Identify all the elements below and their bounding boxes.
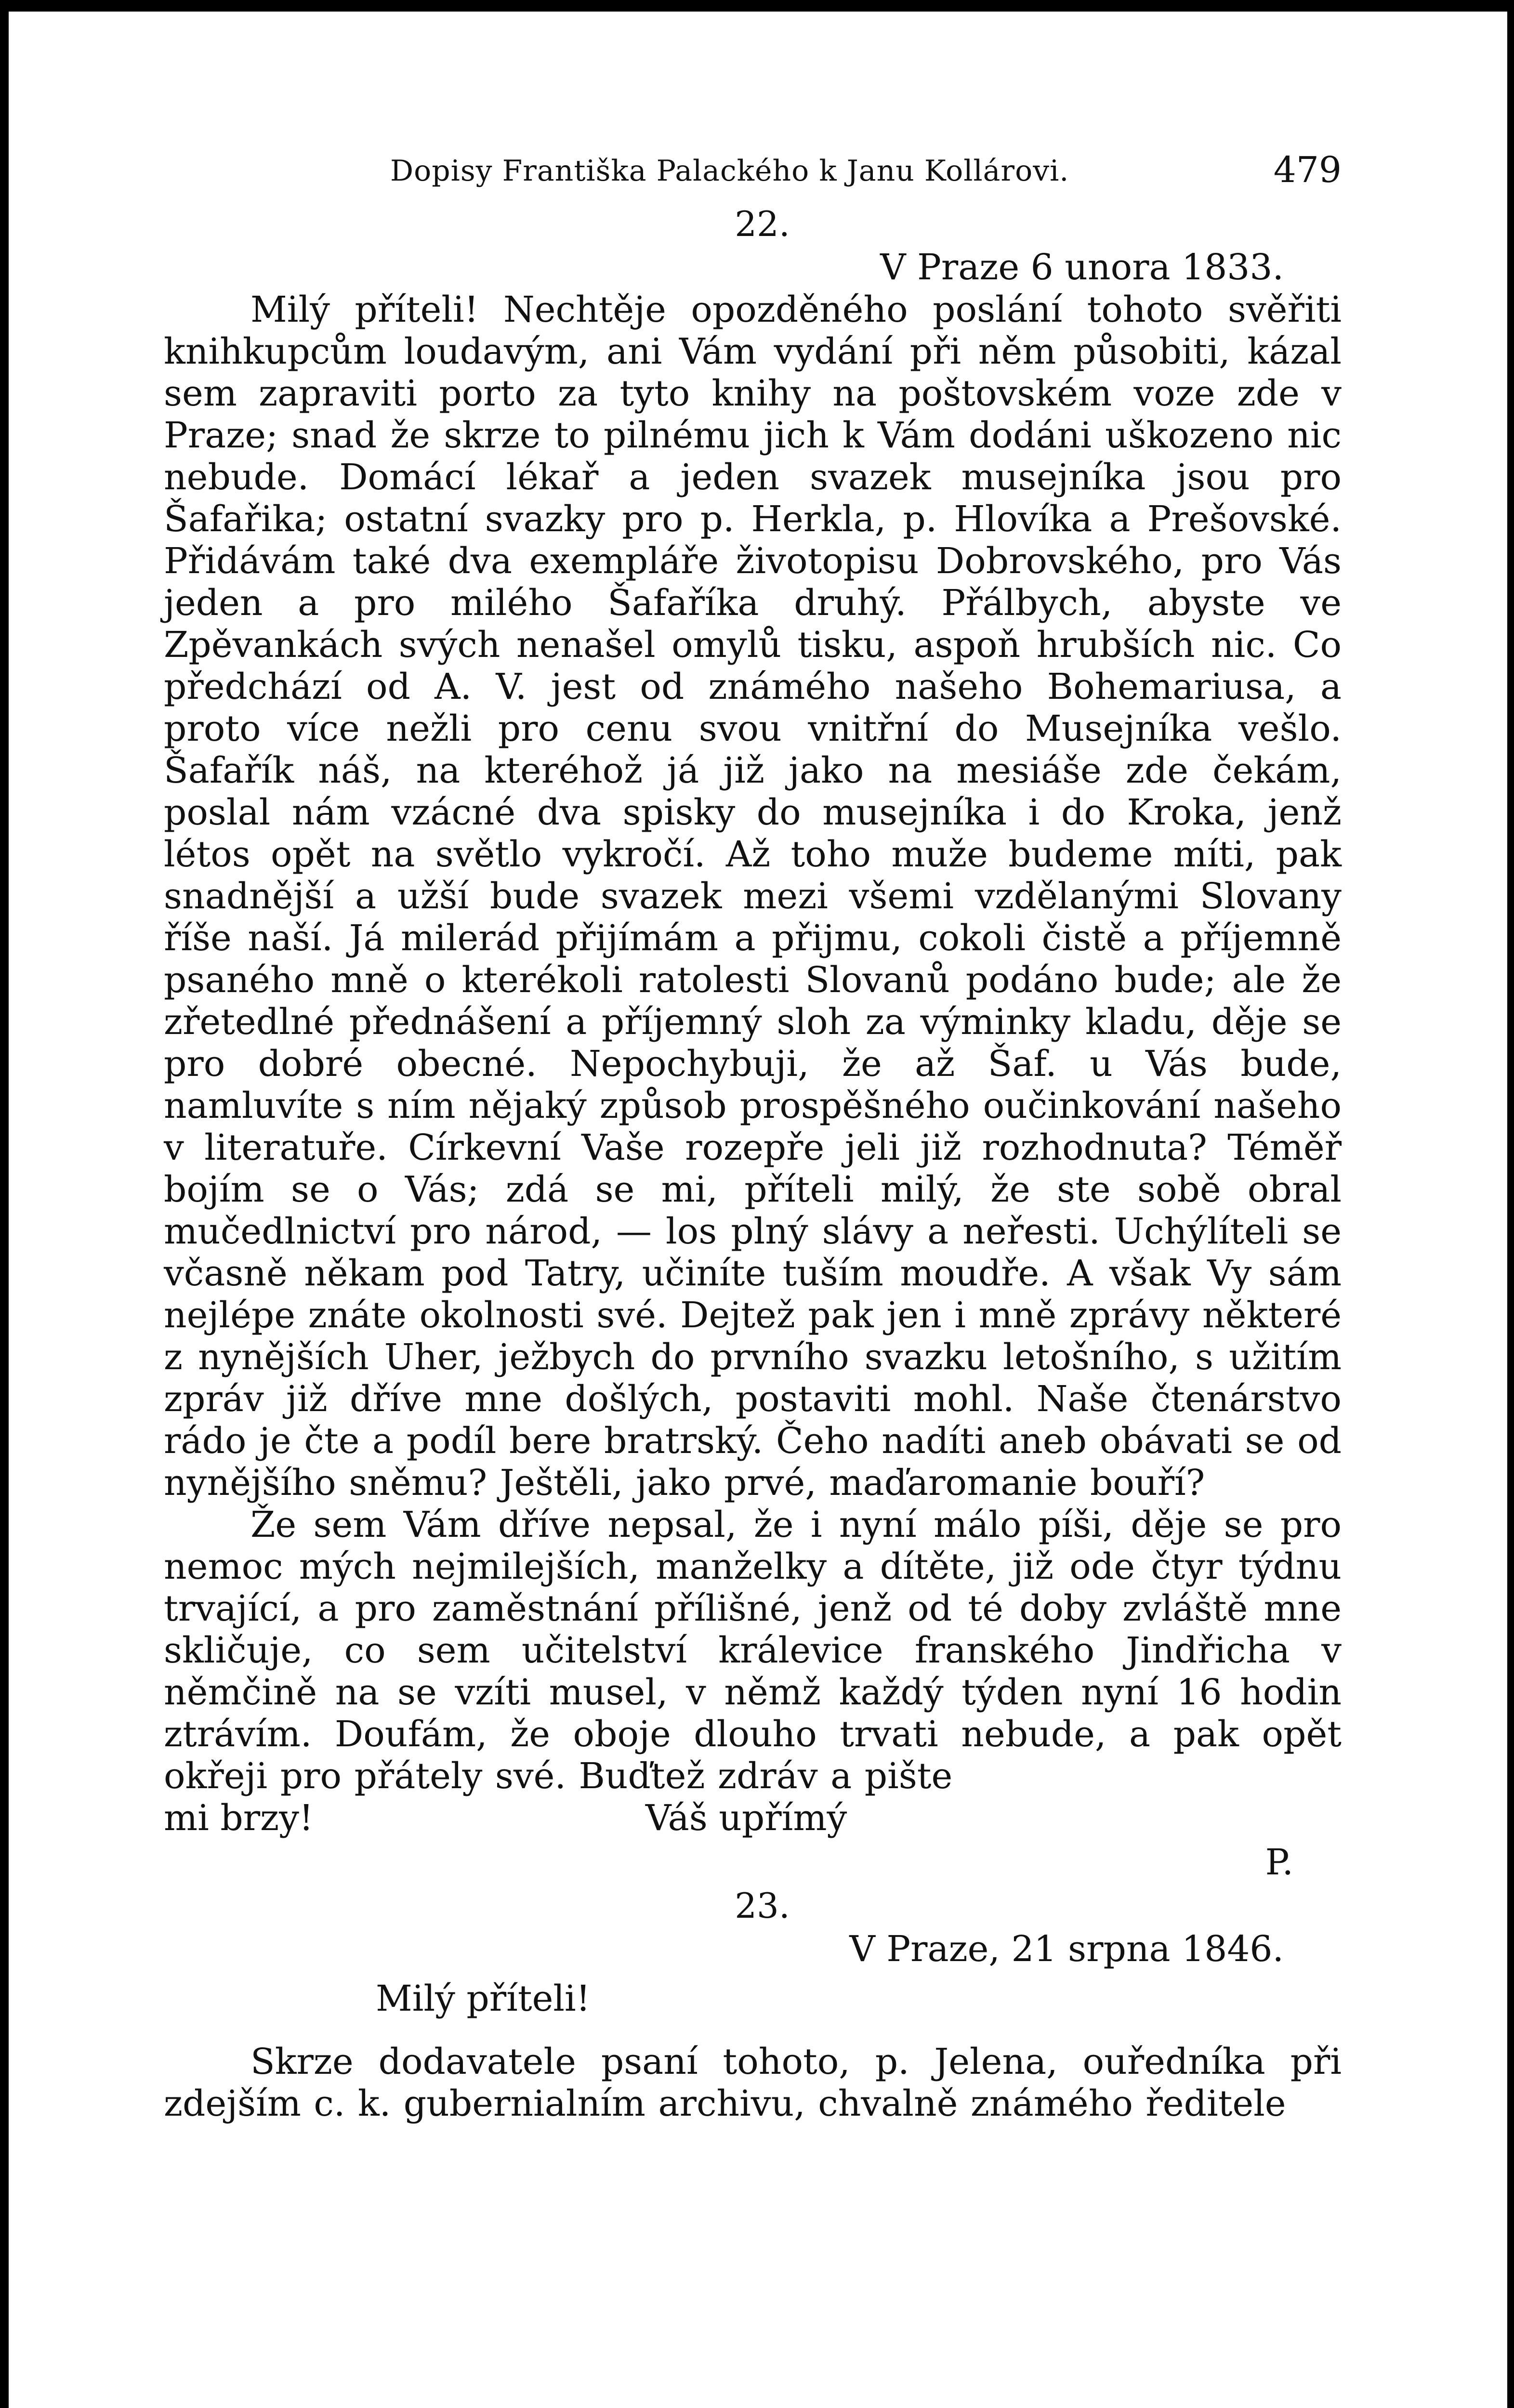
signature: P.	[1265, 1842, 1293, 1883]
scan-edge-left	[0, 0, 9, 2408]
letter-22-paragraph-1: Milý příteli! Nechtěje opozděného poslání tohoto svěřiti knihkupcům loudavým, ani Vám vydání při něm působiti, kázal sem zapraviti porto za tyto knihy na poštovském voze zde v Praze; snad že skrze to pilnému jich k Vám dodáni uškozeno nic nebude. Domácí lékař a jeden svazek musejníka jsou pro Šafařika; ostatní svazky pro p. Herkla, p. Hlovíka a Prešovské. Přidávám také dva exempláře životopisu Dobrovského, pro Vás jeden a pro milého Šafaříka druhý. Přálbych, abyste ve Zpěvankách svých nenašel omylů tisku, aspoň hrubších nic. Co předchází od A. V. jest od známého našeho Bohemariusa, a proto více nežli pro cenu svou vnitřní do Musejníka vešlo. Šafařík náš, na kteréhož já již jako na mesiáše zde čekám, poslal nám vzácné dva spisky do musejníka i do Kroka, jenž létos opět na světlo vykročí. Až toho muže budeme míti, pak snadnější a užší bude svazek mezi všemi vzdělanými Slovany říše naší. Já milerád přijímám a přijmu, cokoli čistě a příjemně psaného mně o kterékoli ratolesti Slovanů podáno bude; ale že zřetedlné přednášení a příjemný sloh za výminky kladu, děje se pro dobré obecné. Nepochybuji, že až Šaf. u Vás bude, namluvíte s ním nějaký způsob prospěšného oučinkování našeho v literatuře. Církevní Vaše rozepře jeli již rozhodnuta? Téměř bojím se o Vás; zdá se mi, příteli milý, že ste sobě obral mučedlnictví pro národ, — los plný slávy a neřesti. Uchýlíteli se včasně někam pod Tatry, učiníte tuším moudře. A však Vy sám nejlépe znáte okolnosti své. Dejtež pak jen i mně zprávy některé z nynějších Uher, ježbych do prvního svazku letošního, s užitím zpráv již dříve mne došlých, postaviti mohl. Naše čtenárstvo rádo je čte a podíl bere bratrský. Čeho nadíti aneb obávati se od nynějšího sněmu? Ještěli, jako prvé, maďaromanie bouří?	[164, 289, 1342, 1504]
scan-edge-top	[0, 0, 1514, 12]
dateline-23: V Praze, 21 srpna 1846.	[849, 1928, 1284, 1970]
letter-22-paragraph-2: Že sem Vám dříve nepsal, že i nyní málo píši, děje se pro nemoc mých nejmilejších, manželky a dítěte, již ode čtyr týdnu trvající, a pro zaměstnání přílišné, jenž od té doby zvláště mne skličuje, co sem učitelství králevice franského Jindřicha v němčině na se vzíti musel, v němž každý týden nyní 16 hodin ztrávím. Doufám, že oboje dlouho trvati nebude, a pak opět okřeji pro přátely své. Buďtež zdráv a pište	[164, 1504, 1342, 1797]
letter-23-body	[164, 2041, 1342, 2125]
letter-number-22: 22.	[735, 204, 790, 244]
running-head	[164, 149, 1342, 202]
dateline-22: V Praze 6 unora 1833.	[880, 247, 1284, 288]
letter-23-salutation: Milý příteli!	[376, 1978, 591, 2019]
letter-23-paragraph-1: Skrze dodavatele psaní tohoto, p. Jelena, ouředníka při zdejším c. k. gubernialním archivu, chvalně známého ředitele	[164, 2041, 1342, 2124]
page-number: 479	[1273, 149, 1342, 191]
running-title: Dopisy Františka Palackého k Janu Kollárovi.	[390, 154, 1069, 188]
closing-valediction: Váš upřímý	[645, 1797, 847, 1839]
book-page	[164, 149, 1342, 2125]
closing-request: mi brzy!	[164, 1797, 314, 1839]
letter-number-23: 23.	[735, 1885, 790, 1926]
scan-edge-right	[1507, 0, 1514, 2408]
letter-22-closing	[164, 1797, 1342, 1841]
letter-22-body	[164, 289, 1342, 1797]
